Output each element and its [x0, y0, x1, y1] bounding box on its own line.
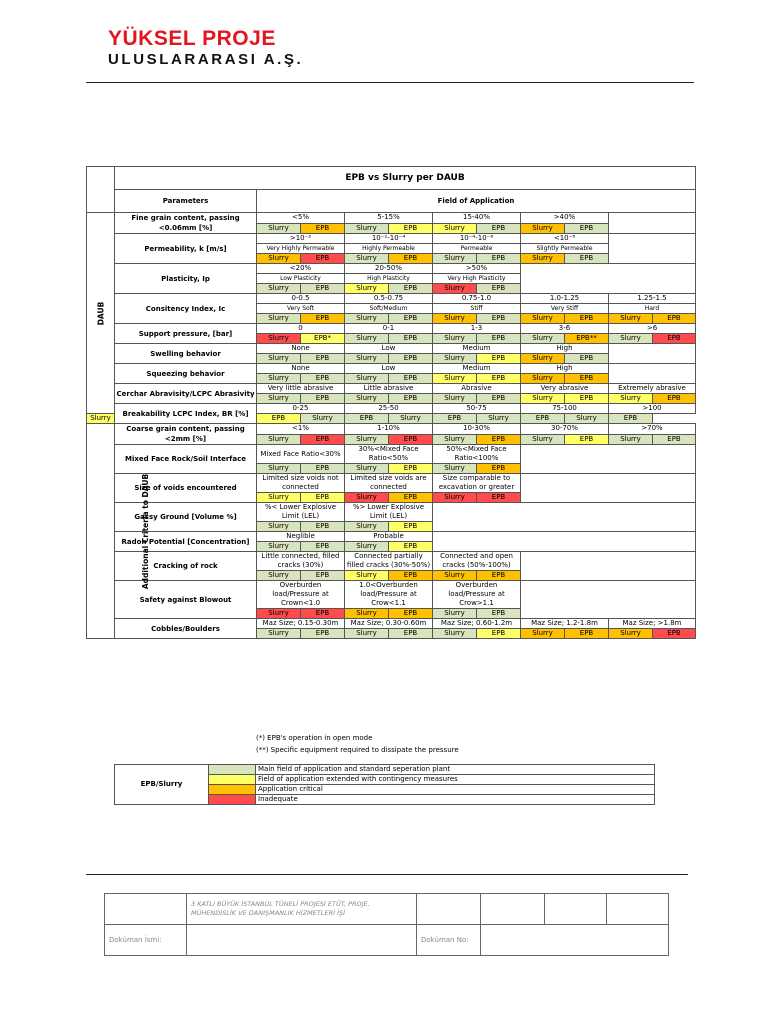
header-divider — [86, 82, 694, 83]
epb-cell: EPB — [477, 223, 521, 234]
range-cell: Maz Size; 0.30-0.60m — [345, 619, 433, 629]
epb-cell: EPB — [565, 394, 609, 404]
range-cell: Maz Size; 0.15-0.30m — [257, 619, 345, 629]
param-breakability: Breakability LCPC Index, BR [%] — [115, 404, 257, 424]
range-cell: <5% — [257, 213, 345, 224]
empty-cell — [609, 213, 696, 234]
epb-cell: EPB — [477, 254, 521, 264]
range-cell: 50-75 — [433, 404, 521, 414]
table-title: EPB vs Slurry per DAUB — [115, 167, 696, 190]
empty-cell — [433, 532, 696, 552]
param-cerchar: Cerchar Abravisity/LCPC Abrasivity — [115, 384, 257, 404]
range-cell: 1-3 — [433, 324, 521, 334]
slurry-cell: Slurry — [257, 542, 301, 552]
slurry-cell: Slurry — [345, 542, 389, 552]
slurry-cell: Slurry — [609, 629, 653, 639]
legend-swatch-orange — [209, 785, 256, 795]
table-notes — [256, 732, 459, 756]
epb-cell: EPB — [301, 434, 345, 445]
epb-cell: EPB — [301, 493, 345, 503]
epb-cell: EPB — [477, 434, 521, 445]
slurry-cell: Slurry — [257, 314, 301, 324]
slurry-cell: Slurry — [433, 223, 477, 234]
slurry-cell: Slurry — [477, 414, 521, 424]
epb-cell: EPB — [477, 284, 521, 294]
param-radon: Radon Potential [Concentration] — [115, 532, 257, 552]
range-cell: Overburden load/Pressure at Crown<1.0 — [257, 581, 345, 609]
slurry-cell: Slurry — [433, 571, 477, 581]
range-cell: Probable — [345, 532, 433, 542]
range-cell: High — [521, 344, 609, 354]
class-cell: Very Stiff — [521, 304, 609, 314]
range-cell: None — [257, 364, 345, 374]
slurry-cell: Slurry — [345, 223, 389, 234]
range-cell: %< Lower Explosive Limit (LEL) — [257, 503, 345, 522]
slurry-cell: Slurry — [609, 394, 653, 404]
slurry-cell: Slurry — [521, 354, 565, 364]
epb-cell: EPB — [477, 629, 521, 639]
doc-no-label: Doküman No: — [417, 925, 481, 956]
epb-cell: EPB — [301, 464, 345, 474]
doc-name-label: Doküman İsmi: — [105, 925, 187, 956]
epb-cell: EPB — [389, 571, 433, 581]
doc-no-value — [481, 925, 669, 956]
slurry-cell: Slurry — [345, 522, 389, 532]
footer-cell — [545, 894, 607, 925]
empty-cell — [521, 445, 696, 474]
class-cell: Very Highly Permeable — [257, 244, 345, 254]
epb-cell: EPB — [389, 522, 433, 532]
range-cell: 75-100 — [521, 404, 609, 414]
param-coarse-grain: Coarse grain content, passing <2mm [%] — [115, 424, 257, 445]
epb-cell: EPB — [565, 434, 609, 445]
epb-cell: EPB — [565, 223, 609, 234]
range-cell: 0-25 — [257, 404, 345, 414]
range-cell: Maz Size; 0.60-1.2m — [433, 619, 521, 629]
slurry-cell: Slurry — [345, 334, 389, 344]
epb-cell: EPB — [301, 374, 345, 384]
slurry-cell: Slurry — [389, 414, 433, 424]
range-cell: >6 — [609, 324, 696, 334]
slurry-cell: Slurry — [433, 394, 477, 404]
range-cell: Little abrasive — [345, 384, 433, 394]
slurry-cell: Slurry — [345, 354, 389, 364]
epb-cell: EPB — [653, 334, 696, 344]
epb-cell: EPB — [477, 334, 521, 344]
slurry-cell: Slurry — [345, 284, 389, 294]
range-cell: Medium — [433, 364, 521, 374]
range-cell: 3-6 — [521, 324, 609, 334]
parameters-header: Parameters — [115, 190, 257, 213]
epb-cell: EPB — [477, 609, 521, 619]
slurry-cell: Slurry — [257, 254, 301, 264]
field-header: Field of Application — [257, 190, 696, 213]
epb-cell: EPB — [389, 394, 433, 404]
slurry-cell: Slurry — [521, 314, 565, 324]
epb-cell: EPB — [477, 493, 521, 503]
range-cell: >70% — [609, 424, 696, 435]
range-cell: 5-15% — [345, 213, 433, 224]
slurry-cell: Slurry — [433, 374, 477, 384]
epb-cell: EPB** — [565, 334, 609, 344]
epb-cell: EPB — [301, 629, 345, 639]
epb-cell: EPB — [565, 254, 609, 264]
epb-cell: EPB — [301, 571, 345, 581]
slurry-cell: Slurry — [433, 493, 477, 503]
epb-cell: EPB — [653, 314, 696, 324]
epb-cell: EPB — [389, 542, 433, 552]
slurry-cell: Slurry — [345, 571, 389, 581]
slurry-cell: Slurry — [345, 374, 389, 384]
slurry-cell: Slurry — [257, 223, 301, 234]
slurry-cell: Slurry — [301, 414, 345, 424]
range-cell: 25-50 — [345, 404, 433, 414]
epb-cell: EPB — [301, 522, 345, 532]
class-cell: Soft/Medium — [345, 304, 433, 314]
range-cell: 1.25-1.5 — [609, 294, 696, 304]
range-cell: None — [257, 344, 345, 354]
epb-cell: EPB — [301, 314, 345, 324]
range-cell: 0.5-0.75 — [345, 294, 433, 304]
company-subtitle: ULUSLARARASI A.Ş. — [108, 51, 304, 68]
slurry-cell: Slurry — [609, 314, 653, 324]
epb-cell: EPB — [653, 434, 696, 445]
footer-cell — [417, 894, 481, 925]
slurry-cell: Slurry — [521, 394, 565, 404]
range-cell: Low — [345, 344, 433, 354]
range-cell: Mixed Face Ratio<30% — [257, 445, 345, 464]
epb-cell: EPB — [389, 314, 433, 324]
range-cell: Low — [345, 364, 433, 374]
epb-cell: EPB — [301, 354, 345, 364]
legend-swatch-yellow — [209, 775, 256, 785]
range-cell: %> Lower Explosive Limit (LEL) — [345, 503, 433, 522]
range-cell: Connected and open cracks (50%-100%) — [433, 552, 521, 571]
note-specific-equipment: (**) Specific equipment required to dissipate the pressure — [256, 746, 459, 754]
legend — [114, 764, 655, 805]
empty-cell — [521, 581, 696, 619]
range-cell: 30-70% — [521, 424, 609, 435]
epb-cell: EPB — [389, 464, 433, 474]
range-cell: Limited size voids are connected — [345, 474, 433, 493]
epb-cell: EPB — [433, 414, 477, 424]
epb-cell: EPB — [521, 414, 565, 424]
range-cell: Extremely abrasive — [609, 384, 696, 394]
slurry-cell: Slurry — [345, 629, 389, 639]
epb-cell: EPB — [653, 629, 696, 639]
param-plasticity: Plasticity, Ip — [115, 264, 257, 294]
epb-cell: EPB — [565, 374, 609, 384]
range-cell: <20% — [257, 264, 345, 274]
slurry-cell: Slurry — [433, 609, 477, 619]
slurry-cell: Slurry — [257, 609, 301, 619]
param-support-pressure: Support pressure, [bar] — [115, 324, 257, 344]
empty-cell — [609, 364, 696, 384]
epb-cell: EPB — [301, 284, 345, 294]
epb-cell: EPB — [389, 434, 433, 445]
param-mixed-face: Mixed Face Rock/Soil Interface — [115, 445, 257, 474]
epb-cell: EPB — [301, 254, 345, 264]
range-cell: Size comparable to excavation or greater — [433, 474, 521, 493]
slurry-cell: Slurry — [433, 284, 477, 294]
footer-logo-cell — [105, 894, 187, 925]
range-cell: <10⁻⁶ — [521, 234, 609, 244]
epb-cell: EPB — [477, 464, 521, 474]
epb-cell: EPB — [389, 609, 433, 619]
slurry-cell: Slurry — [433, 254, 477, 264]
slurry-cell: Slurry — [609, 434, 653, 445]
slurry-cell: Slurry — [521, 223, 565, 234]
range-cell: 1-10% — [345, 424, 433, 435]
range-cell: >40% — [521, 213, 609, 224]
range-cell: >50% — [433, 264, 521, 274]
class-cell: Very High Plasticity — [433, 274, 521, 284]
epb-cell: EPB — [653, 394, 696, 404]
range-cell: Maz Size; 1.2-1.8m — [521, 619, 609, 629]
epb-cell: EPB — [389, 493, 433, 503]
epb-cell: EPB — [477, 374, 521, 384]
range-cell: >10⁻² — [257, 234, 345, 244]
range-cell: 0 — [257, 324, 345, 334]
note-open-mode: (*) EPB's operation in open mode — [256, 734, 373, 742]
range-cell: High — [521, 364, 609, 374]
legend-text: Inadequate — [256, 795, 655, 805]
footer-divider — [86, 874, 688, 875]
param-cobbles: Cobbles/Boulders — [115, 619, 257, 639]
range-cell: 20-50% — [345, 264, 433, 274]
slurry-cell: Slurry — [345, 434, 389, 445]
epb-cell: EPB — [301, 542, 345, 552]
slurry-cell: Slurry — [257, 284, 301, 294]
slurry-cell: Slurry — [345, 609, 389, 619]
range-cell: Little connected, filled cracks (30%) — [257, 552, 345, 571]
epb-cell: EPB — [389, 354, 433, 364]
empty-cell — [609, 344, 696, 364]
section-additional: Additional Criteria to DAUB — [87, 424, 115, 639]
param-cracking: Cracking of rock — [115, 552, 257, 581]
epb-cell: EPB — [301, 394, 345, 404]
slurry-cell: Slurry — [433, 314, 477, 324]
epb-cell: EPB — [477, 314, 521, 324]
range-cell: Very little abrasive — [257, 384, 345, 394]
epb-cell: EPB — [389, 223, 433, 234]
slurry-cell: Slurry — [521, 334, 565, 344]
legend-text: Application critical — [256, 785, 655, 795]
slurry-cell: Slurry — [257, 629, 301, 639]
range-cell: Neglible — [257, 532, 345, 542]
class-cell: Highly Permeable — [345, 244, 433, 254]
slurry-cell: Slurry — [521, 374, 565, 384]
empty-cell — [521, 474, 696, 503]
range-cell: >100 — [609, 404, 696, 414]
range-cell: 10⁻⁴-10⁻⁶ — [433, 234, 521, 244]
legend-label: EPB/Slurry — [115, 765, 209, 805]
section-daub: DAUB — [87, 213, 115, 414]
legend-swatch-red — [209, 795, 256, 805]
range-cell: 1.0<Overburden load/Pressure at Crow<1.1 — [345, 581, 433, 609]
epb-cell: EPB — [257, 414, 301, 424]
slurry-cell: Slurry — [257, 464, 301, 474]
range-cell: <1% — [257, 424, 345, 435]
legend-text: Main field of application and standard seperation plant — [256, 765, 655, 775]
slurry-cell: Slurry — [521, 254, 565, 264]
slurry-cell: Slurry — [257, 493, 301, 503]
document-footer — [104, 893, 669, 956]
epb-cell: EPB — [565, 354, 609, 364]
slurry-cell: Slurry — [257, 334, 301, 344]
slurry-cell: Slurry — [345, 394, 389, 404]
range-cell: 10⁻²-10⁻⁴ — [345, 234, 433, 244]
param-fine-grain: Fine grain content, passing <0.06mm [%] — [115, 213, 257, 234]
range-cell: Medium — [433, 344, 521, 354]
slurry-cell: Slurry — [345, 493, 389, 503]
slurry-cell: Slurry — [257, 434, 301, 445]
epb-cell: EPB — [565, 314, 609, 324]
class-cell: Stiff — [433, 304, 521, 314]
epb-cell: EPB — [389, 334, 433, 344]
epb-cell: EPB — [389, 284, 433, 294]
epb-cell: EPB — [389, 254, 433, 264]
range-cell: 10-30% — [433, 424, 521, 435]
epb-cell: EPB — [477, 394, 521, 404]
epb-cell: EPB — [301, 609, 345, 619]
epb-cell: EPB — [477, 354, 521, 364]
range-cell: Maz Size; >1.8m — [609, 619, 696, 629]
epb-cell: EPB — [565, 629, 609, 639]
corner-cell — [87, 167, 115, 213]
class-cell: Hard — [609, 304, 696, 314]
range-cell: Very abrasive — [521, 384, 609, 394]
range-cell: Connected partially filled cracks (30%-50%) — [345, 552, 433, 571]
range-cell: 15-40% — [433, 213, 521, 224]
range-cell: Overburden load/Pressure at Crow>1.1 — [433, 581, 521, 609]
epb-cell: EPB — [301, 223, 345, 234]
slurry-cell: Slurry — [433, 464, 477, 474]
slurry-cell: Slurry — [609, 334, 653, 344]
class-cell: Permeable — [433, 244, 521, 254]
param-swelling: Swelling behavior — [115, 344, 257, 364]
param-consistency: Consitency Index, Ic — [115, 294, 257, 324]
slurry-cell: Slurry — [345, 254, 389, 264]
param-permeability: Permeability, k [m/s] — [115, 234, 257, 264]
slurry-cell: Slurry — [257, 522, 301, 532]
slurry-cell: Slurry — [257, 394, 301, 404]
class-cell: Slightly Permeable — [521, 244, 609, 254]
range-cell: Limited size voids not connected — [257, 474, 345, 493]
range-cell: 0.75-1.0 — [433, 294, 521, 304]
empty-cell — [521, 264, 696, 294]
legend-text: Field of application extended with contingency measures — [256, 775, 655, 785]
slurry-cell: Slurry — [521, 629, 565, 639]
doc-name-value — [187, 925, 417, 956]
slurry-cell: Slurry — [87, 414, 115, 424]
slurry-cell: Slurry — [345, 464, 389, 474]
range-cell: Abrasive — [433, 384, 521, 394]
slurry-cell: Slurry — [521, 434, 565, 445]
param-blowout: Safety against Blowout — [115, 581, 257, 619]
epb-cell: EPB — [609, 414, 653, 424]
range-cell: 1.0-1.25 — [521, 294, 609, 304]
epb-cell: EPB* — [301, 334, 345, 344]
slurry-cell: Slurry — [433, 354, 477, 364]
range-cell: 50%<Mixed Face Ratio<100% — [433, 445, 521, 464]
slurry-cell: Slurry — [257, 571, 301, 581]
company-logo — [108, 28, 303, 68]
range-cell: 30%<Mixed Face Ratio<50% — [345, 445, 433, 464]
empty-cell — [609, 234, 696, 264]
slurry-cell: Slurry — [565, 414, 609, 424]
legend-swatch-green — [209, 765, 256, 775]
class-cell: Low Plasticity — [257, 274, 345, 284]
slurry-cell: Slurry — [345, 314, 389, 324]
param-gassy-ground: Gassy Ground [Volume %] — [115, 503, 257, 532]
footer-cell — [607, 894, 669, 925]
slurry-cell: Slurry — [433, 334, 477, 344]
empty-cell — [433, 503, 696, 532]
epb-cell: EPB — [345, 414, 389, 424]
slurry-cell: Slurry — [257, 374, 301, 384]
footer-cell — [481, 894, 545, 925]
range-cell: 0-1 — [345, 324, 433, 334]
class-cell: High Plasticity — [345, 274, 433, 284]
epb-slurry-table — [86, 166, 696, 639]
epb-cell: EPB — [389, 374, 433, 384]
company-name: YÜKSEL PROJE — [108, 27, 276, 50]
epb-cell: EPB — [477, 571, 521, 581]
range-cell: 0-0.5 — [257, 294, 345, 304]
empty-cell — [521, 552, 696, 581]
param-squeezing: Squeezing behavior — [115, 364, 257, 384]
project-title: 3 KATLI BÜYÜK İSTANBUL TÜNELİ PROJESİ ETÜT, PROJE, MÜHENDİSLİK VE DANIŞMANLIK HİZMETLERİ İŞİ — [187, 894, 417, 925]
param-voids: Size of voids encountered — [115, 474, 257, 503]
slurry-cell: Slurry — [433, 434, 477, 445]
slurry-cell: Slurry — [257, 354, 301, 364]
class-cell: Very Soft — [257, 304, 345, 314]
epb-cell: EPB — [389, 629, 433, 639]
slurry-cell: Slurry — [433, 629, 477, 639]
